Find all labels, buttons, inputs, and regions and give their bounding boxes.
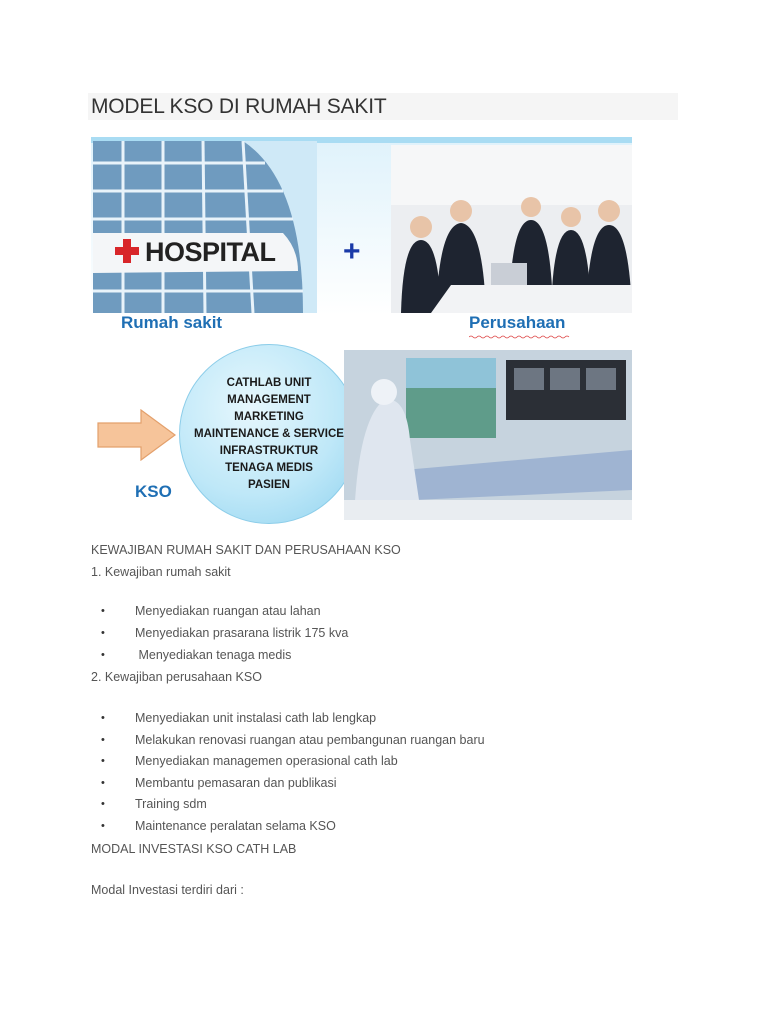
circle-item: MARKETING [234,410,304,423]
circle-item: CATHLAB UNIT [226,376,312,389]
plus-sign: + [343,235,361,268]
hospital-sign-text: HOSPITAL [145,237,276,267]
bullet-icon: • [101,777,105,789]
hospital-building-illustration [93,141,317,313]
bullet-icon: • [101,712,105,724]
list1-heading: 1. Kewajiban rumah sakit [91,565,231,579]
bullet-icon: • [101,627,105,639]
section-heading: KEWAJIBAN RUMAH SAKIT DAN PERUSAHAAN KSO [91,543,401,557]
page-title: MODEL KSO DI RUMAH SAKIT [91,95,387,118]
spellcheck-underline [469,335,571,339]
circle-item: TENAGA MEDIS [225,461,313,474]
circle-item: INFRASTRUKTUR [219,444,319,457]
list1-item: Menyediakan tenaga medis [135,648,292,662]
cathlab-illustration [344,350,632,520]
list1-item: Menyediakan prasarana listrik 175 kva [135,626,349,640]
bullet-icon: • [101,798,105,810]
kso-scope-circle [179,344,359,524]
bullet-icon: • [101,649,105,661]
modal-text: Modal Investasi terdiri dari : [91,883,244,897]
label-kso: KSO [135,482,172,501]
list2-heading: 2. Kewajiban perusahaan KSO [91,670,262,684]
kso-model-figure [91,137,632,522]
list1-item: Menyediakan ruangan atau lahan [135,604,321,618]
list2-item: Menyediakan unit instalasi cath lab lengkap [135,711,377,725]
bullet-icon: • [101,605,105,617]
list2-item: Maintenance peralatan selama KSO [135,819,336,833]
list2-item: Menyediakan managemen operasional cath lab [135,754,398,768]
circle-item: MANAGEMENT [227,393,311,406]
label-perusahaan: Perusahaan [469,313,566,332]
list2-item: Membantu pemasaran dan publikasi [135,776,337,790]
circle-item: PASIEN [248,478,290,491]
business-people-photo [391,145,632,313]
cathlab-room-photo [344,350,632,520]
business-team-illustration [391,145,632,313]
modal-heading: MODAL INVESTASI KSO CATH LAB [91,842,297,856]
bullet-icon: • [101,734,105,746]
bullet-icon: • [101,820,105,832]
bullet-icon: • [101,755,105,767]
label-rumah-sakit: Rumah sakit [121,313,223,332]
hospital-photo [93,141,317,313]
list2-item: Training sdm [135,797,207,811]
list2-item: Melakukan renovasi ruangan atau pembangunan ruangan baru [135,733,485,747]
right-arrow-icon [97,409,177,461]
circle-item: MAINTENANCE & SERVICE [194,427,344,440]
